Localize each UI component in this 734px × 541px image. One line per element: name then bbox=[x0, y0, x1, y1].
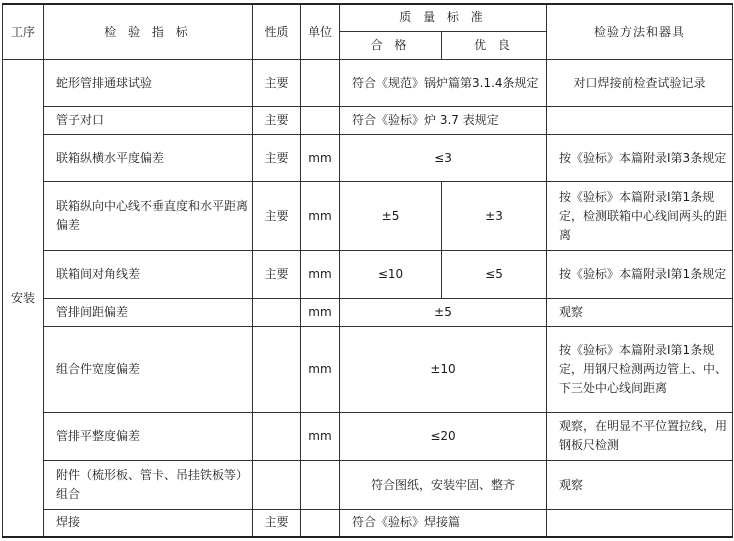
table-row bbox=[3, 251, 733, 299]
method-cell: 按《验标》本篇附录Ⅰ第3条规定 bbox=[547, 135, 733, 182]
header-excellent: 优 良 bbox=[442, 31, 547, 59]
method-cell: 按《验标》本篇附录Ⅰ第1条规定，用钢尺检测两边管上、中、下三处中心线间距离 bbox=[547, 327, 733, 412]
header-qualified: 合 格 bbox=[340, 31, 442, 59]
qualified-cell: ≤10 bbox=[340, 251, 442, 299]
process-cell: 安装 bbox=[3, 60, 44, 537]
method-cell bbox=[547, 509, 733, 537]
header-indicator: 检 验 指 标 bbox=[44, 4, 253, 60]
standard-cell: 符合《规范》锅炉篇第3.1.4条规定 bbox=[340, 60, 547, 107]
indicator-cell: 附件（梳形板、管卡、吊挂铁板等）组合 bbox=[44, 461, 253, 510]
nature-cell: 主要 bbox=[253, 509, 301, 537]
indicator-cell: 联箱纵横水平度偏差 bbox=[44, 135, 253, 182]
qualified-cell: ±5 bbox=[340, 182, 442, 251]
excellent-cell: ±3 bbox=[442, 182, 547, 251]
nature-cell: 主要 bbox=[253, 60, 301, 107]
nature-cell: 主要 bbox=[253, 182, 301, 251]
standard-cell: 符合图纸，安装牢固、整齐 bbox=[340, 461, 547, 510]
indicator-cell: 管排间距偏差 bbox=[44, 298, 253, 326]
nature-cell bbox=[253, 327, 301, 412]
table-row bbox=[3, 509, 733, 537]
table-row bbox=[3, 60, 733, 107]
nature-cell: 主要 bbox=[253, 135, 301, 182]
unit-cell bbox=[301, 509, 340, 537]
indicator-cell: 管排平整度偏差 bbox=[44, 412, 253, 461]
table-row bbox=[3, 327, 733, 412]
table-row bbox=[3, 298, 733, 326]
excellent-cell: ≤5 bbox=[442, 251, 547, 299]
indicator-cell: 联箱纵向中心线不垂直度和水平距离偏差 bbox=[44, 182, 253, 251]
method-cell bbox=[547, 107, 733, 135]
table-row bbox=[3, 182, 733, 251]
table-row bbox=[3, 135, 733, 182]
indicator-cell: 组合件宽度偏差 bbox=[44, 327, 253, 412]
nature-cell: 主要 bbox=[253, 107, 301, 135]
method-cell: 按《验标》本篇附录Ⅰ第1条规定 bbox=[547, 251, 733, 299]
unit-cell: mm bbox=[301, 182, 340, 251]
unit-cell: mm bbox=[301, 327, 340, 412]
header-method: 检验方法和器具 bbox=[547, 4, 733, 60]
nature-cell bbox=[253, 461, 301, 510]
unit-cell: mm bbox=[301, 251, 340, 299]
nature-cell bbox=[253, 298, 301, 326]
standard-cell: ≤20 bbox=[340, 412, 547, 461]
nature-cell: 主要 bbox=[253, 251, 301, 299]
indicator-cell: 管子对口 bbox=[44, 107, 253, 135]
indicator-cell: 蛇形管排通球试验 bbox=[44, 60, 253, 107]
indicator-cell: 联箱间对角线差 bbox=[44, 251, 253, 299]
method-cell: 观察，在明显不平位置拉线，用钢板尺检测 bbox=[547, 412, 733, 461]
table-row bbox=[3, 412, 733, 461]
indicator-cell: 焊接 bbox=[44, 509, 253, 537]
method-cell: 观察 bbox=[547, 298, 733, 326]
header-process: 工序 bbox=[3, 4, 44, 60]
header-unit: 单位 bbox=[301, 4, 340, 60]
header-nature: 性质 bbox=[253, 4, 301, 60]
unit-cell: mm bbox=[301, 298, 340, 326]
unit-cell bbox=[301, 60, 340, 107]
method-cell: 对口焊接前检查试验记录 bbox=[547, 60, 733, 107]
standard-cell: ≤3 bbox=[340, 135, 547, 182]
method-cell: 按《验标》本篇附录Ⅰ第1条规定，检测联箱中心线间两头的距离 bbox=[547, 182, 733, 251]
standard-cell: ±10 bbox=[340, 327, 547, 412]
unit-cell bbox=[301, 107, 340, 135]
method-cell: 观察 bbox=[547, 461, 733, 510]
unit-cell: mm bbox=[301, 135, 340, 182]
unit-cell bbox=[301, 461, 340, 510]
quality-inspection-table bbox=[2, 3, 733, 538]
standard-cell: 符合《验标》焊接篇 bbox=[340, 509, 547, 537]
unit-cell: mm bbox=[301, 412, 340, 461]
header-quality-standard: 质 量 标 准 bbox=[340, 4, 547, 31]
table-row bbox=[3, 461, 733, 510]
standard-cell: 符合《验标》炉 3.7 表规定 bbox=[340, 107, 547, 135]
nature-cell bbox=[253, 412, 301, 461]
standard-cell: ±5 bbox=[340, 298, 547, 326]
table-row bbox=[3, 107, 733, 135]
